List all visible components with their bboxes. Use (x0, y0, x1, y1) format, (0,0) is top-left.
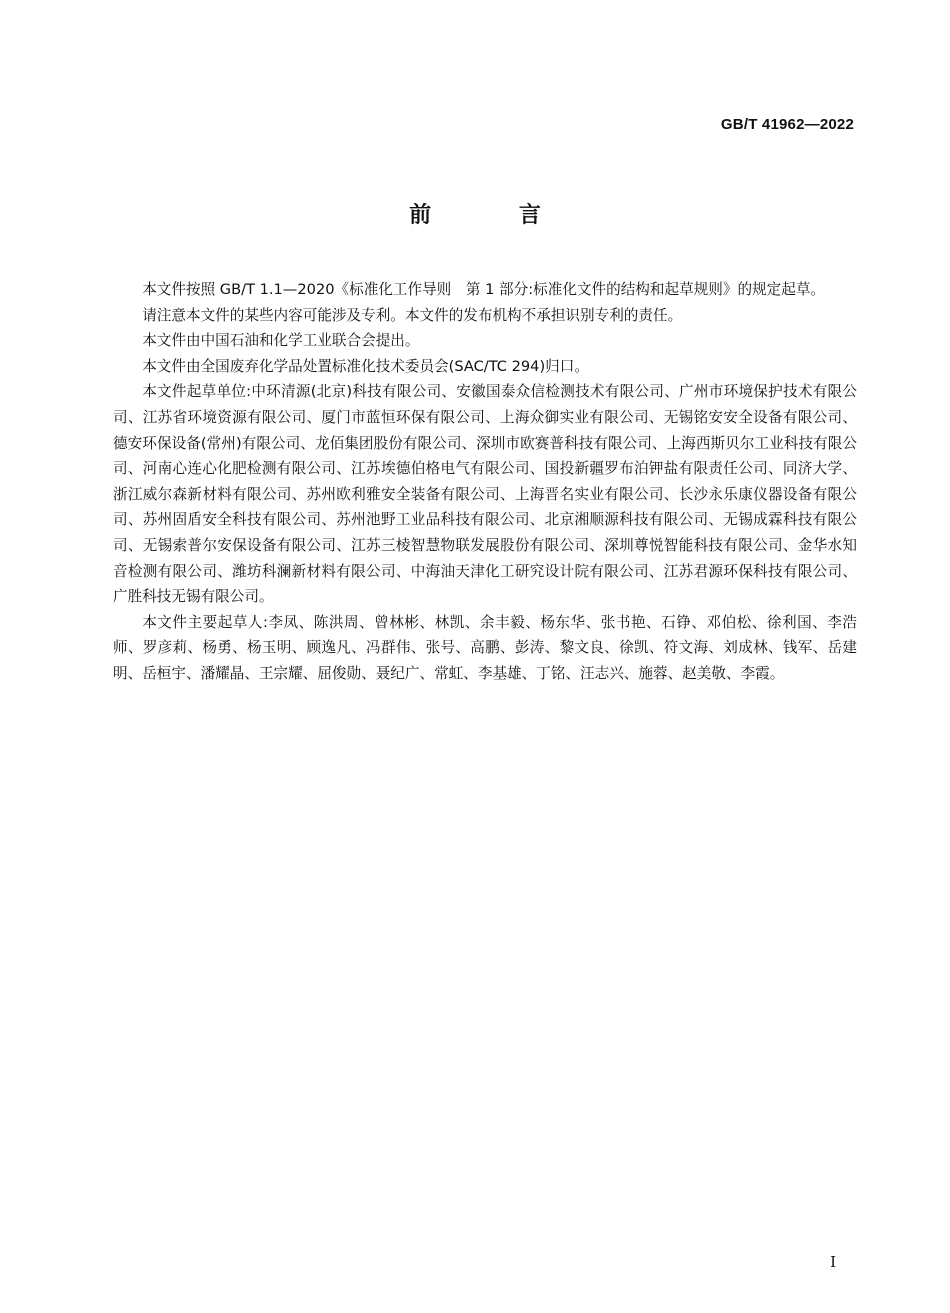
foreword-body (113, 277, 857, 687)
paragraph-patent-notice: 请注意本文件的某些内容可能涉及专利。本文件的发布机构不承担识别专利的责任。 (142, 306, 683, 324)
page-number: I (830, 1253, 836, 1271)
paragraph-drafting-rules: 本文件按照 GB/T 1.1—2020《标准化工作导则 第 1 部分:标准化文件的结构和起草规则》的规定起草。 (142, 281, 826, 298)
paragraph-drafting-units: 本文件起草单位:中环清源(北京)科技有限公司、安徽国泰众信检测技术有限公司、广州市环境保护技术有限公司、江苏省环境资源有限公司、厦门市蓝恒环保有限公司、上海众御实业有限公司、无锡铭安安全设备有限公司、德安环保设备(常州)有限公司、龙佰集团股份有限公司、深圳市欧赛普科技有限公司、上海西斯贝尔工业科技有限公司、河南心连心化肥检测有限公司、江苏埃德伯格电气有限公司、国投新疆罗布泊钾盐有限责任公司、同济大学、浙江威尔森新材料有限公司、苏州欧利雅安全装备有限公司、上海晋名实业有限公司、长沙永乐康仪器设备有限公司、苏州固盾安全科技有限公司、苏州池野工业品科技有限公司、北京湘顺源科技有限公司、无锡成霖科技有限公司、无锡索普尔安保设备有限公司、江苏三棱智慧物联发展股份有限公司、深圳尊悦智能科技有限公司、金华水知音检测有限公司、潍坊科澜新材料有限公司、中海油天津化工研究设计院有限公司、江苏君源环保科技有限公司、广胜科技无锡有限公司。 (113, 383, 857, 606)
standard-code: GB/T 41962—2022 (720, 116, 854, 133)
paragraph-committee: 本文件由全国废弃化学品处置标准化技术委员会(SAC/TC 294)归口。 (142, 357, 589, 375)
paragraph-drafters: 本文件主要起草人:李凤、陈洪周、曾林彬、林凯、余丰毅、杨东华、张书艳、石铮、邓伯松、徐利国、李浩师、罗彦莉、杨勇、杨玉明、顾逸凡、冯群伟、张号、高鹏、彭涛、黎文良、徐凯、符文海、刘成林、钱军、岳建明、岳桓宇、潘耀晶、王宗耀、屈俊勋、聂纪广、常虹、李基雄、丁铭、汪志兴、施蓉、赵美敬、李霞。 (113, 613, 857, 682)
page-title: 前 言 (409, 203, 581, 228)
paragraph-proposer: 本文件由中国石油和化学工业联合会提出。 (142, 332, 420, 350)
